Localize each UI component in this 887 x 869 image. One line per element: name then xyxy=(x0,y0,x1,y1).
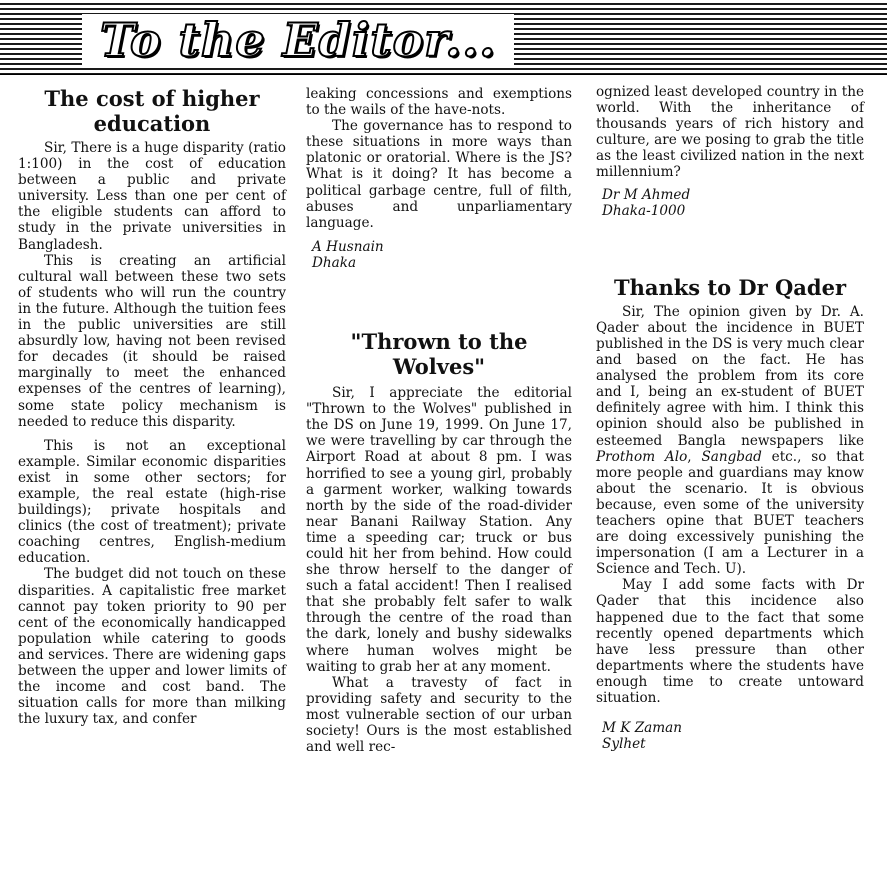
letter-3-headline: Thanks to Dr Qader xyxy=(613,274,847,300)
newspaper-name: Prothom Alo xyxy=(596,448,688,465)
signature-place: Dhaka-1000 xyxy=(602,202,686,219)
signature-name: Dr M Ahmed xyxy=(602,186,691,203)
section-title: To the Editor... xyxy=(82,14,514,66)
letter-2-paragraph: What a travesty of fact in providing safety and security to the most vulnerable section of our urban society! Ours is the most established and well rec- xyxy=(306,674,572,756)
letter-1-paragraph: The budget did not touch on these disparities. A capitalistic free market cannot pay token priority to 90 per cent of the economically handicapped population while catering to goods and services. There are widening gaps between the upper and lower limits of the income and cost band. The situation calls for more than milking the luxury tax, and confer xyxy=(18,566,286,728)
signature-name: M K Zaman xyxy=(602,720,683,737)
newspaper-name: Sangbad xyxy=(701,448,762,465)
letter-3-paragraph: May I add some facts with Dr Qader that this incidence also happened due to the fact that some recently opened departments which have less pressure than other departments where the students have enough time to create untoward situation. xyxy=(596,577,864,706)
letter-1-paragraph: This is not an exceptional example. Similar economic disparities exist in some other sectors; for example, the real estate (high-rise buildings); private hospitals and clinics (the cost of treatment); private coaching centres, English-medium education. xyxy=(18,437,286,567)
masthead-banner xyxy=(0,0,887,75)
letter-1-paragraph-continued: leaking concessions and exemptions to the wails of the have-nots. xyxy=(306,86,572,119)
letter-3-text: Sir, The opinion given by Dr. A. Qader about the incidence in BUET published in the DS is very much clear and based on the fact. He has analysed the problem from its core and I, being an ex-student of BUET definitely agree with him. I think this opinion should also be published in esteemed Bangla newspapers like xyxy=(596,303,864,449)
letter-2-paragraph: Sir, I appreciate the editorial "Thrown to the Wolves" published in the DS on June 19, 1999. On June 17, we were travelling by car through the Airport Road at about 8 pm. I was horrified to see a young girl, probably a garment worker, walking towards north by the side of the road-divider near Banani Railway Station. Any time a speeding car; truck or bus could hit her from behind. How could she throw herself to the danger of such a fatal accident! Then I realised that she probably felt safer to walk through the centre of the road than the dark, lonely and bushy sidewalks where human wolves might be waiting to grab her at any moment. xyxy=(306,385,572,675)
spacer xyxy=(306,271,572,325)
letter-2-signature xyxy=(596,187,864,219)
signature-place: Sylhet xyxy=(602,736,646,753)
letter-1-paragraph: This is creating an artificial cultural wall between these two sets of students who will run the country in the future. Although the tuition fees in the public universities are still absurdly low, having not been revised for decades (it should be raised marginally to meet the enhanced expenses of the centres of learning), some state policy mechanism is needed to reduce this disparity. xyxy=(18,252,286,430)
letter-3-signature xyxy=(596,720,864,752)
letter-2-headline: "Thrown to the Wolves" xyxy=(350,329,528,380)
letter-1-headline: The cost of higher education xyxy=(44,86,260,136)
signature-place: Dhaka xyxy=(312,254,357,271)
letter-3-paragraph: Sir, The opinion given by Dr. A. Qader about the incidence in BUET published in the DS is very much clear and based on the fact. He has analysed the problem from its core and I, being an ex-student of BUET definitely agree with him. I think this opinion should also be published in esteemed Bangla newspapers like Prothom Alo, Sangbad etc., so that more people and guardians may know about the scenario. It is obvious because, even some of the university teachers opine that BUET teachers are doing excessively punishing the impersonation (I am a Lecturer in a Science and Tech. U). xyxy=(596,303,864,578)
letter-2-paragraph-continued: ognized least developed country in the world. With the inheritance of thousands years of rich history and culture, are we posing to grab the title as the least civilized nation in the next millennium? xyxy=(596,84,864,181)
letter-3-text: etc., so that more people and guardians may know about the scenario. It is obvious because, even some of the university teachers opine that BUET teachers are doing excessively punishing the impersonation (I am a Lecturer in a Science and Tech. U). xyxy=(596,448,864,578)
letter-1-paragraph: Sir, There is a huge disparity (ratio 1:100) in the cost of education between a public and private university. Less than one per cent of the eligible students can afford to study in the private universities in Bangladesh. xyxy=(18,140,286,253)
column-1 xyxy=(18,82,286,727)
letter-1-paragraph: The governance has to respond to these situations in more ways than platonic or oratorial. Where is the JS? What is it doing? It has become a political garbage centre, full of filth, abuses and unparliamentary language. xyxy=(306,118,572,231)
spacer xyxy=(596,219,864,271)
column-2 xyxy=(306,86,572,755)
signature-name: A Husnain xyxy=(312,238,384,255)
letter-1-signature xyxy=(306,239,572,271)
column-3 xyxy=(596,84,864,752)
